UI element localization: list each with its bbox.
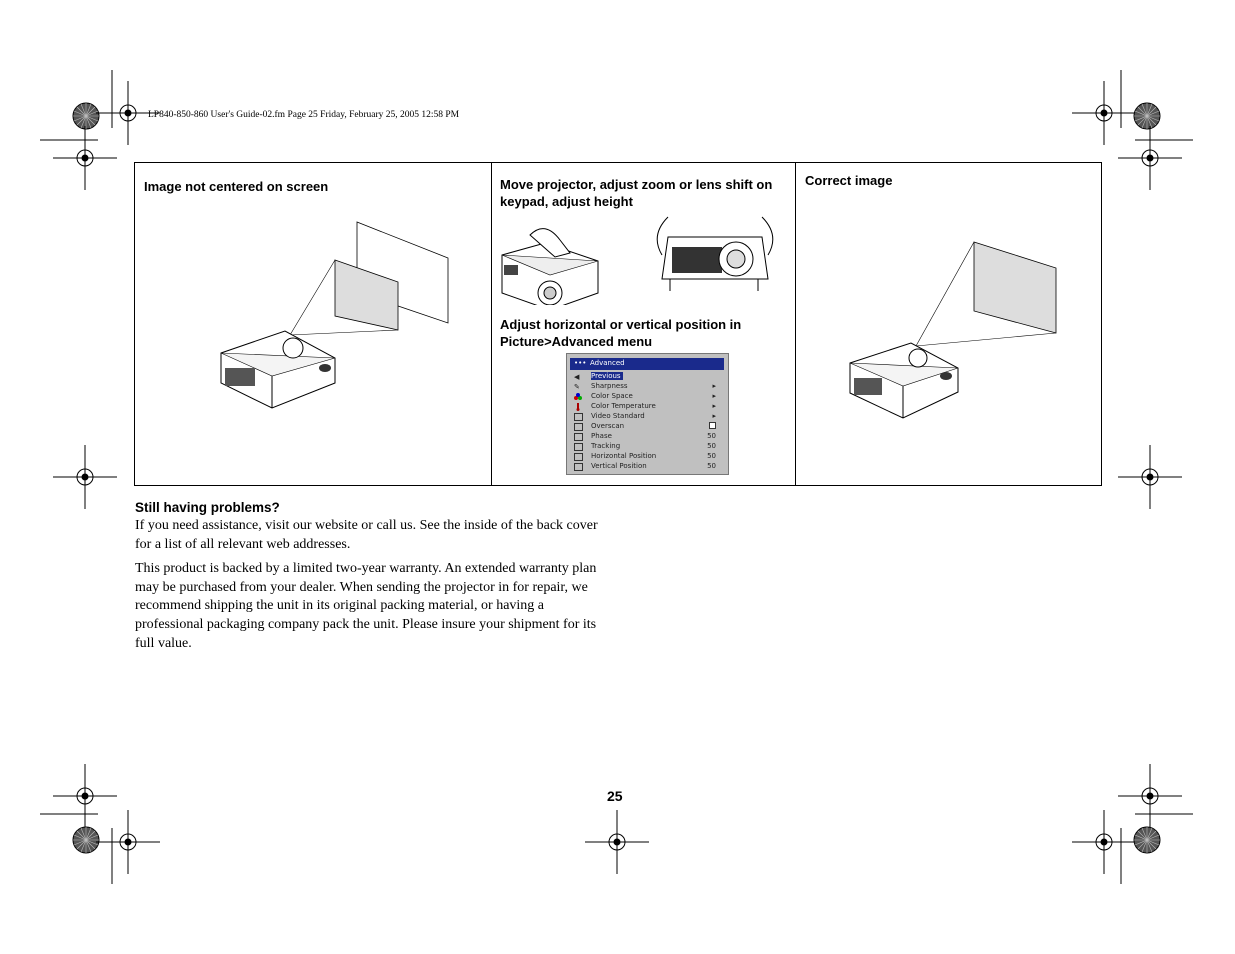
vertical-position-icon — [574, 463, 582, 470]
menu-item-overscan[interactable]: Overscan — [570, 422, 724, 432]
color-space-icon — [574, 393, 582, 400]
menu-item-video-standard[interactable]: Video Standard ▸ — [570, 412, 724, 422]
col2-heading: Move projector, adjust zoom or lens shift on keypad, adjust height — [500, 177, 773, 209]
thermometer-icon — [574, 403, 582, 410]
col2-subheading: Adjust horizontal or vertical position in Picture>Advanced menu — [500, 317, 742, 349]
col3-heading: Correct image — [805, 173, 893, 188]
menu-item-sharpness[interactable]: ✎ Sharpness ▸ — [574, 382, 716, 391]
section-heading: Still having problems? — [135, 500, 280, 515]
tracking-icon — [574, 443, 582, 450]
menu-title: Advanced — [590, 359, 625, 367]
menu-title-bar — [570, 358, 724, 370]
projector-offcenter-illustration — [215, 218, 455, 418]
menu-dots-icon: ••• — [574, 359, 587, 367]
menu-item-previous[interactable]: ◀ Previous — [574, 372, 621, 381]
menu-item-phase[interactable]: Phase 50 — [570, 432, 724, 442]
horizontal-position-icon — [574, 453, 582, 460]
file-info-header: LP840-850-860 User's Guide-02.fm Page 25 Friday, February 25, 2005 12:58 PM — [148, 110, 460, 120]
col1-heading: Image not centered on screen — [144, 179, 329, 194]
projector-correct-illustration — [846, 238, 1066, 428]
overscan-checkbox[interactable] — [709, 422, 716, 431]
figure-cell-correct — [796, 163, 1102, 486]
sharpness-icon: ✎ — [574, 383, 580, 391]
overscan-icon — [574, 423, 582, 430]
menu-item-horizontal-position[interactable]: Horizontal Position 50 — [570, 452, 724, 462]
menu-item-color-temperature[interactable]: Color Temperature ▸ — [570, 402, 724, 412]
projector-adjust-illustrations — [500, 215, 790, 305]
figure-cell-not-centered — [135, 163, 492, 486]
phase-icon — [574, 433, 582, 440]
paragraph-warranty: This product is backed by a limited two-year warranty. An extended warranty plan may be purchased from your dealer. When sending the projector in for repair, we recommend shipping the unit in its original packing material, or having a professional packaging company pack the unit. Please insure your shipment for its full value. — [135, 561, 597, 651]
page-number: 25 — [607, 788, 623, 804]
menu-item-color-space[interactable]: Color Space ▸ — [570, 392, 724, 402]
menu-item-vertical-position[interactable]: Vertical Position 50 — [570, 462, 724, 472]
paragraph-assistance: If you need assistance, visit our website or call us. See the inside of the back cover for a list of all relevant web addresses. — [135, 518, 598, 552]
back-arrow-icon: ◀ — [574, 373, 580, 381]
advanced-menu-screenshot — [566, 353, 729, 475]
video-standard-icon — [574, 413, 582, 420]
menu-item-tracking[interactable]: Tracking 50 — [570, 442, 724, 452]
